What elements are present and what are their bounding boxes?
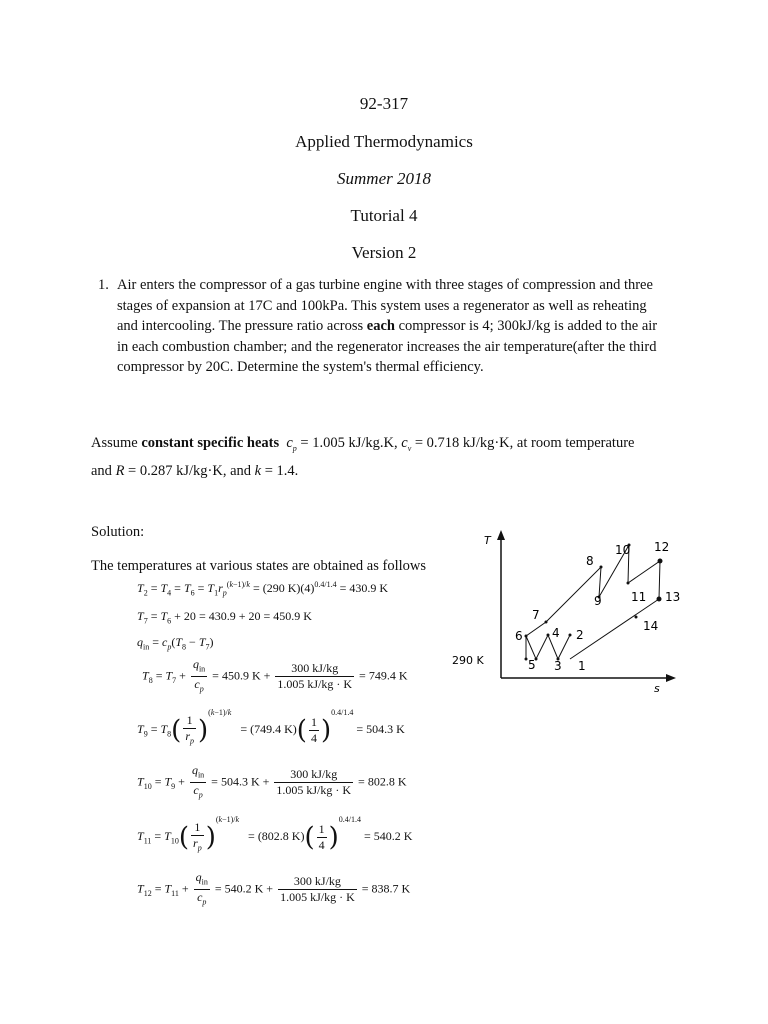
course-code: 92-317 <box>359 94 409 113</box>
eq1-value: = 430.9 K <box>339 581 389 595</box>
ts-diagram <box>448 525 688 700</box>
eq6-mid: = 504.3 K + <box>211 774 270 789</box>
state-14: 14 <box>643 619 659 633</box>
equation-t10: $T_{10} = T_9$ + $\frac{q_{in}}{c_p}$ = 504.3 K + $\frac{300 kJ/kg}{1.005 kJ/kg \cdot K}$ = 802.8 K <box>137 763 407 800</box>
eq7-mid: = (802.8 K) <box>248 829 305 843</box>
state-labels <box>515 540 680 673</box>
problem-statement <box>98 275 665 378</box>
eq2-value: = 430.9 + 20 = 450.9 K <box>198 609 312 623</box>
assume-lead: Assume <box>91 435 142 451</box>
equation-t11: $T_{11} = T_{10}$( $\frac{1}{r_p}$ )$^{(k-1)/k}$ = (802.8 K)( $\frac{1}{4}$ )$^{0.4/1.4}$ = 540.2 K <box>137 815 413 853</box>
eq1-result: = (290 K)(4) <box>252 581 315 595</box>
state-8: 8 <box>586 554 594 568</box>
state-7: 7 <box>532 608 540 622</box>
problem-text-bold: each <box>366 318 395 334</box>
solution-intro: The temperatures at various states are obtained as follows <box>91 558 426 574</box>
tutorial-title: Tutorial 4 <box>350 206 418 225</box>
s-axis-label: s <box>654 682 660 695</box>
state-3: 3 <box>554 659 562 673</box>
eq6-den: 1.005 kJ/kg · K <box>276 783 352 798</box>
eq8-mid: = 540.2 K + <box>214 881 274 896</box>
equation-t8: $T_8 = T_7$ + $\frac{q_{in}}{c_p}$ = 450.9 K + $\frac{300 kJ/kg}{1.005 kJ/kg \cdot K}$ = 749.4 K <box>142 657 408 694</box>
state-12: 12 <box>654 540 670 554</box>
state-4: 4 <box>552 626 560 640</box>
t-axis-label: T <box>484 534 491 547</box>
assume-line2: and <box>91 462 116 479</box>
eq5-value: = 504.3 K <box>356 722 405 736</box>
ref-temp-label: 290 K <box>452 654 484 667</box>
t-axis-arrow <box>497 530 505 540</box>
state-9: 9 <box>594 594 602 608</box>
s-axis-arrow <box>666 674 676 682</box>
state-6: 6 <box>515 629 523 643</box>
assume-r: = 0.287 kJ/kg·K, and <box>124 462 255 479</box>
course-name: Applied Thermodynamics <box>295 132 473 151</box>
eq7-value: = 540.2 K <box>364 829 413 843</box>
problem-number: 1. <box>98 277 109 293</box>
eq4-den: 1.005 kJ/kg · K <box>277 677 353 692</box>
compression-intercooling-path <box>526 635 570 659</box>
equation-t9: $T_9 = T_8$( $\frac{1}{r_p}$ )$^{(k-1)/k}$ = (749.4 K)( $\frac{1}{4}$ )$^{0.4/1.4}$ = 504.3 K <box>137 708 405 746</box>
eq4-value: = 749.4 K <box>359 668 408 683</box>
assume-k: = 1.4. <box>261 462 299 479</box>
state-2: 2 <box>576 628 584 642</box>
assume-cp: = 1.005 kJ/kg.K, <box>296 435 402 451</box>
assumption: Assume constant specific heats $c_p = 1.005$ kJ/kg.K, $c_v = 0.718$ kJ/kg·K, at room temperature and R = 0.287 kJ/kg·K, and k = 1.4. <box>91 435 635 479</box>
eq4-num: 300 kJ/kg <box>275 661 354 677</box>
term: Summer 2018 <box>337 169 431 188</box>
equation-t7: $T_7 = T_6 + 20 = 430.9 + 20 = 450.9$ K <box>137 609 312 626</box>
problem-text-b: compressor is 4; 300kJ/kg is added to the air in each combustion chamber; and the regenerator increases the air temperature(after the third compressor by 20C. Determine the system's thermal efficiency. <box>117 318 658 375</box>
equation-qin: $q_{in} = c_p(T_8 - T_7)$ <box>137 635 214 652</box>
state-10: 10 <box>615 543 631 557</box>
solution-label: Solution: <box>91 524 145 540</box>
equation-t2: $T_2 = T_4 = T_6 = T_1r_p^{(k-1)/k} = (290$ $K)(4)^{0.4/1.4} = 430.9$ K <box>137 580 389 598</box>
eq8-value: = 838.7 K <box>361 881 411 896</box>
problem-text-a: Air enters the compressor of a gas turbine engine with three stages of compression and three stages of expansion at 17C and 100kPa. This system uses a regenerator as well as reheating and intercooling. The pressure ratio across <box>117 277 653 334</box>
eq6-num: 300 kJ/kg <box>274 767 353 783</box>
state-1: 1 <box>578 659 586 673</box>
eq8-num: 300 kJ/kg <box>278 874 357 890</box>
state-13: 13 <box>665 590 681 604</box>
eq4-mid: = 450.9 K + <box>212 668 271 683</box>
eq5-mid: = (749.4 K) <box>240 722 297 736</box>
eq1-exp: 0.4/1.4 <box>314 580 337 589</box>
assume-cv: = 0.718 kJ/kg·K, at room temperature <box>411 435 635 451</box>
state-11: 11 <box>631 590 647 604</box>
assume-bold: constant specific heats <box>141 435 280 451</box>
eq6-value: = 802.8 K <box>358 774 407 789</box>
eq8-den: 1.005 kJ/kg · K <box>280 890 355 905</box>
version-title: Version 2 <box>351 243 417 262</box>
state-5: 5 <box>528 658 536 672</box>
equation-t12: $T_{12} = T_{11}$ + $\frac{q_{in}}{c_p}$ = 540.2 K + $\frac{300 kJ/kg}{1.005 kJ/kg \cdot K}$ = 838.7 K <box>137 870 411 907</box>
